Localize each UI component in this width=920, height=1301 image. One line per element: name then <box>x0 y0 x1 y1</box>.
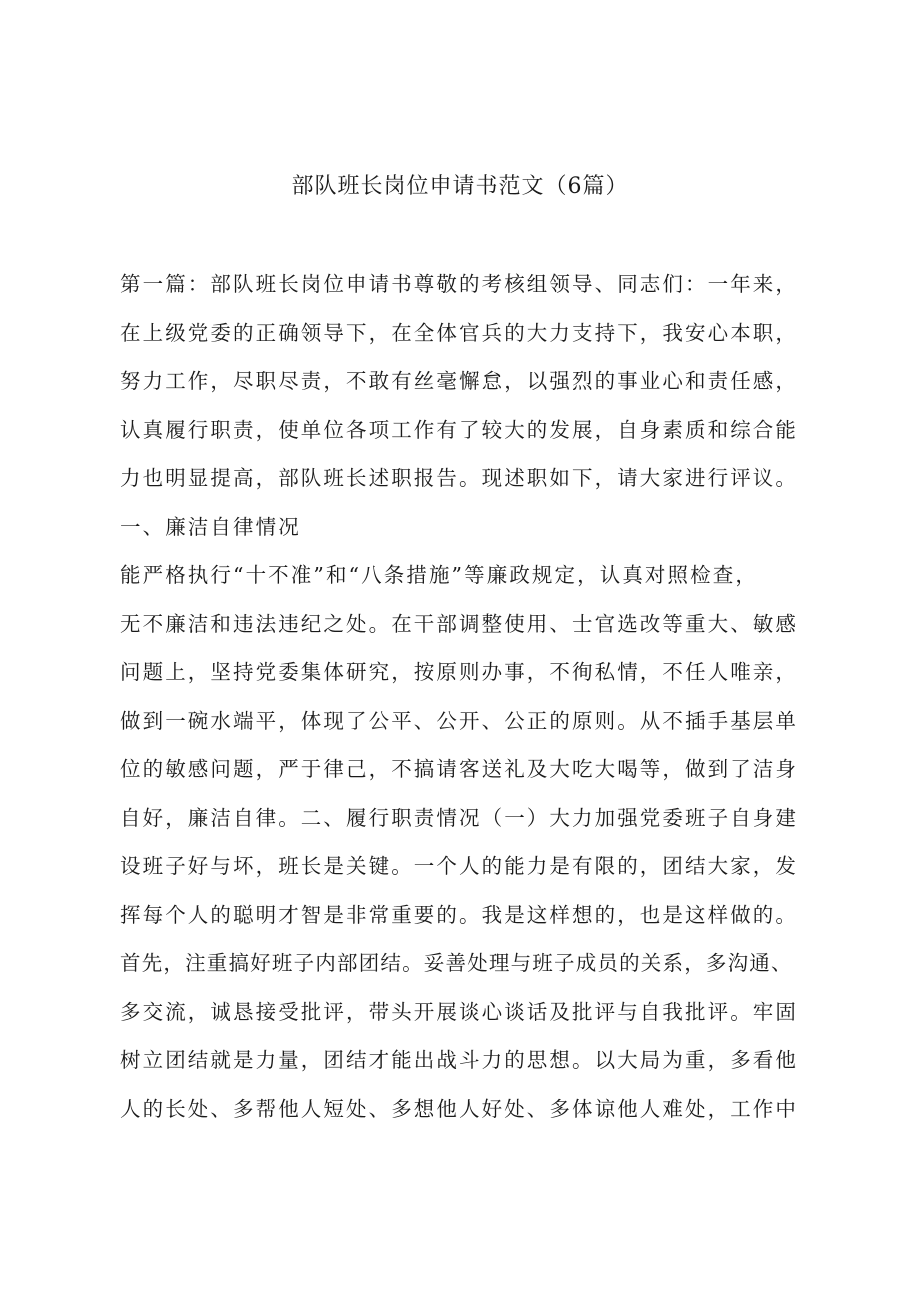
paragraph-line: 位的敏感问题，严于律己，不搞请客送礼及大吃大喝等，做到了洁身 <box>120 757 798 781</box>
paragraph-line: 在上级党委的正确领导下，在全体官兵的大力支持下，我安心本职， <box>120 320 798 345</box>
paragraph-line: 认真履行职责，使单位各项工作有了较大的发展，自身素质和综合能 <box>120 417 798 442</box>
paragraph-line: 力也明显提高，部队班长述职报告。现述职如下，请大家进行评议。 <box>120 466 798 490</box>
paragraph-line: 挥每个人的聪明才智是非常重要的。我是这样想的，也是这样做的。 <box>120 902 798 927</box>
paragraph-line: 人的长处、多帮他人短处、多想他人好处、多体谅他人难处，工作中 <box>120 1096 798 1121</box>
paragraph-line: 第一篇：部队班长岗位申请书尊敬的考核组领导、同志们：一年来， <box>120 272 798 296</box>
paragraph-line: 问题上，坚持党委集体研究，按原则办事，不徇私情，不任人唯亲， <box>120 660 798 684</box>
document-body <box>120 266 840 1139</box>
paragraph-line: 设班子好与坏，班长是关键。一个人的能力是有限的，团结大家，发 <box>120 854 798 878</box>
paragraph-line: 努力工作，尽职尽责，不敢有丝毫懈怠，以强烈的事业心和责任感， <box>120 369 798 393</box>
paragraph-line: 无不廉洁和违法违纪之处。在干部调整使用、士官选改等重大、敏感 <box>120 611 798 636</box>
paragraph-line: 能严格执行“十不准”和“八条措施”等廉政规定，认真对照检查， <box>120 563 758 587</box>
paragraph-line: 首先，注重搞好班子内部团结。妥善处理与班子成员的关系，多沟通、 <box>120 951 793 975</box>
paragraph-line: 自好，廉洁自律。二、履行职责情况（一）大力加强党委班子自身建 <box>120 805 798 830</box>
document-title: 部队班长岗位申请书范文（6篇） <box>291 174 629 199</box>
paragraph-line: 多交流，诚恳接受批评，带头开展谈心谈话及批评与自我批评。牢固 <box>120 999 798 1024</box>
paragraph-line: 做到一碗水端平，体现了公平、公开、公正的原则。从不插手基层单 <box>120 708 798 733</box>
section-heading: 一、廉洁自律情况 <box>120 514 301 539</box>
paragraph-line: 树立团结就是力量，团结才能出战斗力的思想。以大局为重，多看他 <box>120 1048 798 1072</box>
